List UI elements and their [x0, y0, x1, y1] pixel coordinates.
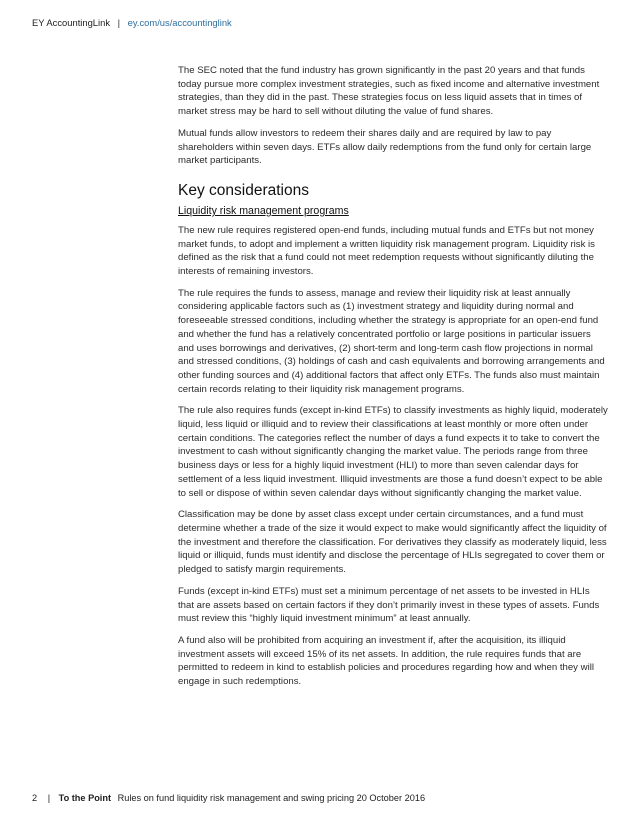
body-paragraph-4: Classification may be done by asset class except under certain circumstances, and a fund must determine whether a trade of the size it would expect to make would significantly affect the liquidity of the investment and therefore the classification. For derivatives they classify as moderately liquid, less liquid or illiquid, funds must identify and disclose the percentage of HLIs segregated to cover them or pledged to satisfy margin requirements.: [178, 509, 607, 576]
article-body: [178, 64, 608, 697]
intro-paragraph-1: The SEC noted that the fund industry has grown significantly in the past 20 years and that funds today pursue more complex investment strategies, such as fixed income and alternative investment strategies, than they did in the past. These strategies focus on less liquid assets that in times of market stress may be hard to sell without diluting the value of fund shares.: [178, 65, 600, 118]
header-brand: EY AccountingLink: [32, 17, 111, 28]
footer-separator: |: [47, 793, 51, 803]
section-title: Key considerations: [178, 181, 309, 199]
body-paragraph-3: The rule also requires funds (except in-kind ETFs) to classify investments as highly liquid, moderately liquid, less liquid or illiquid and to review their classifications at least monthly or more often under certain conditions. The categories reflect the number of days a fund expects it to take to convert the investment to cash without significantly changing the market value. The periods range from three business days or less for a highly liquid investment (HLI) to more than seven calendar days for settlement of a less liquid investment. Illiquid investments are those a fund doesn’t expect to be able to sell or dispose of within seven calendar days without significantly changing the market value.: [178, 405, 608, 499]
page-footer: [32, 793, 425, 803]
body-paragraph-1: The new rule requires registered open-end funds, including mutual funds and ETFs but not money market funds, to adopt and implement a written liquidity risk management program. Liquidity risk is defined as the risk that a fund could not meet redemption requests without significantly diluting the interests of remaining investors.: [178, 224, 595, 278]
body-paragraph-2: The rule requires the funds to assess, manage and review their liquidity risk at least annually considering applicable factors such as (1) investment strategy and liquidity during normal and foreseeable stressed conditions, including whether the strategy is appropriate for an open-end fund and whether the fund has a relatively concentrated portfolio or large positions in particular issuers and uses borrowings and derivatives, (2) short-term and long-term cash flow projections in normal and stressed conditions, (3) holdings of cash and cash equivalents and borrowing arrangements and other funding sources and (4) additional factors that affect only ETFs. The funds also must maintain certain records relating to their liquidity risk management programs.: [178, 287, 605, 395]
header-separator: |: [117, 17, 121, 28]
footer-publication: To the Point: [58, 793, 112, 803]
page-number: 2: [32, 793, 38, 803]
footer-title: Rules on fund liquidity risk management and swing pricing 20 October 2016: [117, 793, 426, 803]
intro-paragraph-2: Mutual funds allow investors to redeem their shares daily and are required by law to pay shareholders within seven days. ETFs allow daily redemptions from the fund only for certain large market participants.: [178, 127, 592, 167]
subsection-title: Liquidity risk management programs: [178, 204, 349, 217]
header-url-link[interactable]: ey.com/us/accountinglink: [127, 17, 232, 28]
body-paragraph-5: Funds (except in-kind ETFs) must set a minimum percentage of net assets to be invested in HLIs that are assets based on certain factors if they don’t primarily invest in these types of assets. Funds must review this “highly liquid investment minimum” at least annually.: [178, 585, 600, 625]
page-header: [32, 17, 232, 28]
body-paragraph-6: A fund also will be prohibited from acquiring an investment if, after the acquisition, its illiquid investment assets will exceed 15% of its net assets. In addition, the rule requires funds that are permitted to redeem in kind to establish policies and procedures regarding how and when they will engage in such redemptions.: [178, 634, 594, 688]
